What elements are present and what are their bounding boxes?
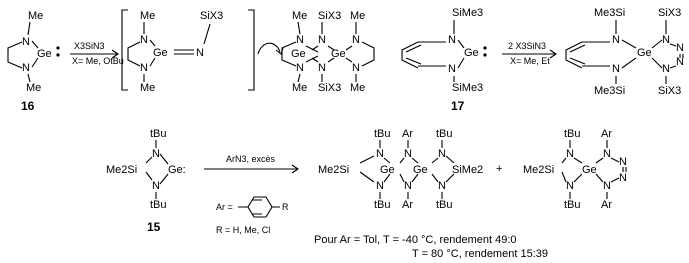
ar-bottom: Ar (601, 199, 612, 211)
conditions-line-1: Pour Ar = Tol, T = -40 °C, rendement 49:0 (314, 234, 517, 246)
n-bottom-right: N (603, 180, 611, 192)
n-top: N (22, 36, 30, 48)
tbu-tl: tBu (374, 128, 391, 140)
condition-label: X= Me, OtBu (72, 56, 124, 66)
n-bottom-left: N (566, 180, 574, 192)
intermediate (122, 10, 254, 94)
me-bottom: Me (26, 82, 42, 94)
germanium: Ge: (168, 164, 186, 176)
n-tl: N (296, 34, 304, 46)
ge-left: Ge (380, 164, 395, 176)
me-br: Me (350, 82, 366, 94)
n-br: N (352, 62, 360, 74)
ge-left: Ge (291, 48, 306, 60)
germanium: Ge (637, 47, 652, 59)
germanium: Ge (153, 47, 168, 59)
condition-label: X= Me, Et (510, 56, 550, 66)
n-left-bottom: N (612, 63, 620, 75)
sime3-top: SiMe3 (452, 7, 484, 19)
n-bl: N (376, 180, 384, 192)
conditions-line-2: T = 80 °C, rendement 15:39 (412, 248, 548, 260)
six3: SiX3 (200, 10, 224, 22)
me3si-bottom: Me3Si (594, 85, 626, 97)
six3-bottom: SiX3 (658, 85, 682, 97)
tbu-br: tBu (436, 199, 453, 211)
n-ring-2: N (676, 56, 684, 68)
n-tc: N (318, 34, 326, 46)
me2si: Me2Si (523, 164, 555, 176)
me-bottom: Me (140, 82, 156, 94)
n-right-top: N (662, 34, 670, 46)
reagent-label: ArN3, excès (226, 154, 276, 164)
ar-top: Ar (601, 128, 612, 140)
germanium: Ge (37, 48, 52, 60)
n-ring-2: N (619, 172, 627, 184)
conditions (314, 234, 548, 260)
r-group: R (282, 202, 289, 212)
n-top-left: N (566, 148, 574, 160)
n-top: N (140, 34, 148, 46)
ge-right: Ge (331, 48, 346, 60)
reaction-arrow-2 (502, 41, 556, 66)
six3-bottom: SiX3 (318, 82, 342, 94)
lone-pair-dot (56, 53, 59, 56)
ar-bottom: Ar (402, 199, 413, 211)
me-top: Me (140, 10, 156, 22)
ar-top: Ar (402, 128, 413, 140)
n-right-bottom: N (662, 63, 670, 75)
reagent-label: 2 X3SiN3 (508, 41, 547, 51)
n-bottom: N (22, 62, 30, 74)
sime3-bottom: SiMe3 (452, 82, 484, 94)
ar-definition: Ar = (216, 202, 233, 212)
me3si-top: Me3Si (594, 7, 626, 19)
reaction-arrow-1 (70, 41, 124, 66)
lone-pair-dot (483, 46, 486, 49)
tbu-tr: tBu (436, 128, 453, 140)
me-bl: Me (292, 82, 308, 94)
lone-pair-dot (56, 46, 59, 49)
tbu-top: tBu (150, 128, 167, 140)
tbu-top: tBu (564, 128, 581, 140)
compound-number: 16 (21, 99, 35, 113)
n-bc: N (404, 180, 412, 192)
n-bottom: N (140, 62, 148, 74)
six3-top: SiX3 (658, 7, 682, 19)
me-top: Me (28, 10, 44, 22)
tetrazole-product-15 (523, 128, 627, 211)
germanium: Ge (582, 164, 597, 176)
sime2-right: SiMe2 (452, 164, 484, 176)
n-bc: N (318, 62, 326, 74)
reagent-label: X3SiN3 (74, 41, 105, 51)
reaction-arrow-3 (204, 154, 298, 235)
n-tr: N (352, 34, 360, 46)
n-top: N (448, 34, 456, 46)
imine-n: N (196, 47, 204, 59)
n-bottom: N (152, 180, 160, 192)
compound-15 (106, 128, 186, 234)
compound-16 (8, 10, 60, 113)
n-br: N (438, 180, 446, 192)
n-ring-1: N (676, 42, 684, 54)
compound-number: 17 (451, 99, 465, 113)
n-top: N (152, 148, 160, 160)
n-left-top: N (612, 34, 620, 46)
n-bottom: N (448, 63, 456, 75)
compound-number: 15 (147, 220, 161, 234)
n-top-right: N (603, 148, 611, 160)
germanium-dimer (282, 10, 374, 94)
tbu-bottom: tBu (150, 199, 167, 211)
n-bl: N (296, 62, 304, 74)
arrow-line (204, 165, 298, 173)
me-tl: Me (292, 10, 308, 22)
me2si: Me2Si (106, 164, 138, 176)
n-tr: N (438, 148, 446, 160)
me-tr: Me (350, 10, 366, 22)
ge-right: Ge (413, 164, 428, 176)
tbu-bl: tBu (374, 199, 391, 211)
substituents: R = H, Me, Cl (216, 225, 271, 235)
tetrazole-product-17 (566, 7, 684, 97)
n-tl: N (376, 148, 384, 160)
dimerization-arrow (258, 43, 283, 54)
n-ring-1: N (619, 156, 627, 168)
lone-pair-dot (483, 53, 486, 56)
compound-17 (402, 7, 487, 113)
n-tc: N (404, 148, 412, 160)
dimer-product-15 (318, 128, 483, 211)
me2si-left: Me2Si (318, 164, 350, 176)
aryl-ring (238, 197, 280, 217)
plus-sign: + (496, 163, 503, 175)
tbu-bottom: tBu (564, 199, 581, 211)
germanium: Ge (464, 47, 479, 59)
six3-top: SiX3 (318, 10, 342, 22)
